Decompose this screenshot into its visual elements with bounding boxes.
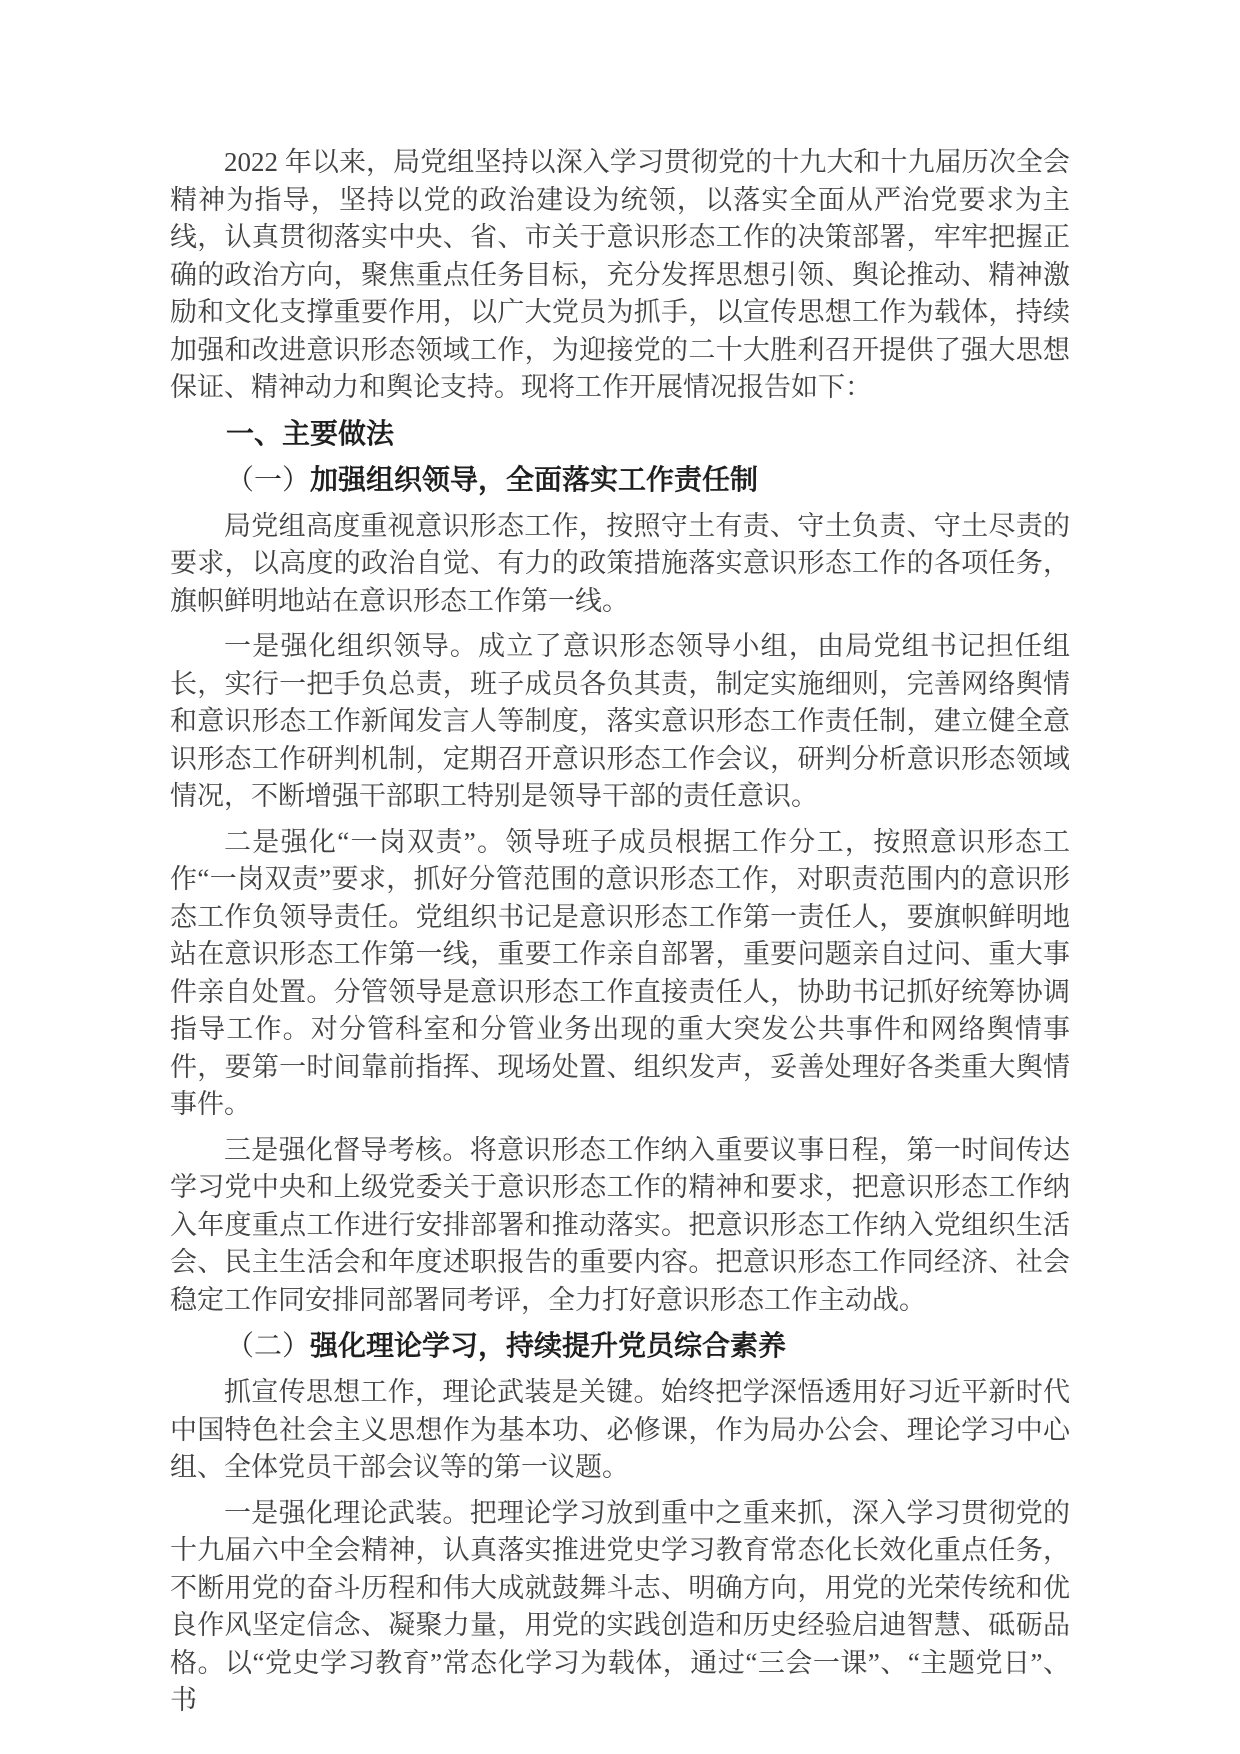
paragraph: 一是强化理论武装。把理论学习放到重中之重来抓，深入学习贯彻党的十九届六中全会精神，认真落实推进党史学习教育常态化长效化重点任务，不断用党的奋斗历程和伟大成就鼓舞斗志、明确方向，用党的光荣传统和优良作风坚定信念、凝聚力量，用党的实践创造和历史经验启迪智慧、砥砺品格。以“党史学习教育”常态化学习为载体，通过“三会一课”、“主题党日”、书 — [170, 1497, 1070, 1715]
paragraph: 抓宣传思想工作，理论武装是关键。始终把学深悟透用好习近平新时代中国特色社会主义思想作为基本功、必修课，作为局办公会、理论学习中心组、全体党员干部会议等的第一议题。 — [170, 1377, 1070, 1482]
subsection-title: 加强组织领导，全面落实工作责任制 — [310, 463, 759, 495]
paragraph: 三是强化督导考核。将意识形态工作纳入重要议事日程，第一时间传达学习党中央和上级党委关于意识形态工作的精神和要求，把意识形态工作纳入年度重点工作进行安排部署和推动落实。把意识形态工作纳入党组织生活会、民主生活会和年度述职报告的重要内容。把意识形态工作同经济、社会稳定工作同安排同部署同考评，全力打好意识形态工作主动战。 — [170, 1134, 1070, 1315]
paragraph: 二是强化“一岗双责”。领导班子成员根据工作分工，按照意识形态工作“一岗双责”要求，抓好分管范围的意识形态工作，对职责范围内的意识形态工作负领导责任。党组织书记是意识形态工作第一责任人，要旗帜鲜明地站在意识形态工作第一线，重要工作亲自部署，重要问题亲自过问、重大事件亲自处置。分管领导是意识形态工作直接责任人，协助书记抓好统筹协调指导工作。对分管科室和分管业务出现的重大突发公共事件和网络舆情事件，要第一时间靠前指挥、现场处置、组织发声，妥善处理好各类重大舆情事件。 — [170, 826, 1070, 1119]
subsection-heading — [170, 1327, 1070, 1366]
subsection-heading — [170, 461, 1070, 500]
document-body — [170, 144, 1070, 1720]
section-heading: 一、主要做法 — [226, 417, 395, 449]
paragraph: 局党组高度重视意识形态工作，按照守土有责、守土负责、守土尽责的要求，以高度的政治自觉、有力的政策措施落实意识形态工作的各项任务，旗帜鲜明地站在意识形态工作第一线。 — [170, 510, 1070, 616]
subsection-number: （一） — [226, 464, 311, 496]
subsection-title: 强化理论学习，持续提升党员综合素养 — [310, 1330, 787, 1361]
paragraph: 一是强化组织领导。成立了意识形态领导小组，由局党组书记担任组长，实行一把手负总责，班子成员各负其责，制定实施细则，完善网络舆情和意识形态工作新闻发言人等制度，落实意识形态工作责任制，建立健全意识形态工作研判机制，定期召开意识形态工作会议，研判分析意识形态领域情况，不断增强干部职工特别是领导干部的责任意识。 — [170, 631, 1070, 811]
paragraph: 2022 年以来，局党组坚持以深入学习贯彻党的十九大和十九届历次全会精神为指导，坚持以党的政治建设为统领，以落实全面从严治党要求为主线，认真贯彻落实中央、省、市关于意识形态工作的决策部署，牢牢把握正确的政治方向，聚焦重点任务目标，充分发挥思想引领、舆论推动、精神激励和文化支撑重要作用，以广大党员为抓手，以宣传思想工作为载体，持续加强和改进意识形态领域工作，为迎接党的二十大胜利召开提供了强大思想保证、精神动力和舆论支持。现将工作开展情况报告如下： — [170, 147, 1070, 402]
subsection-number: （二） — [226, 1331, 311, 1362]
